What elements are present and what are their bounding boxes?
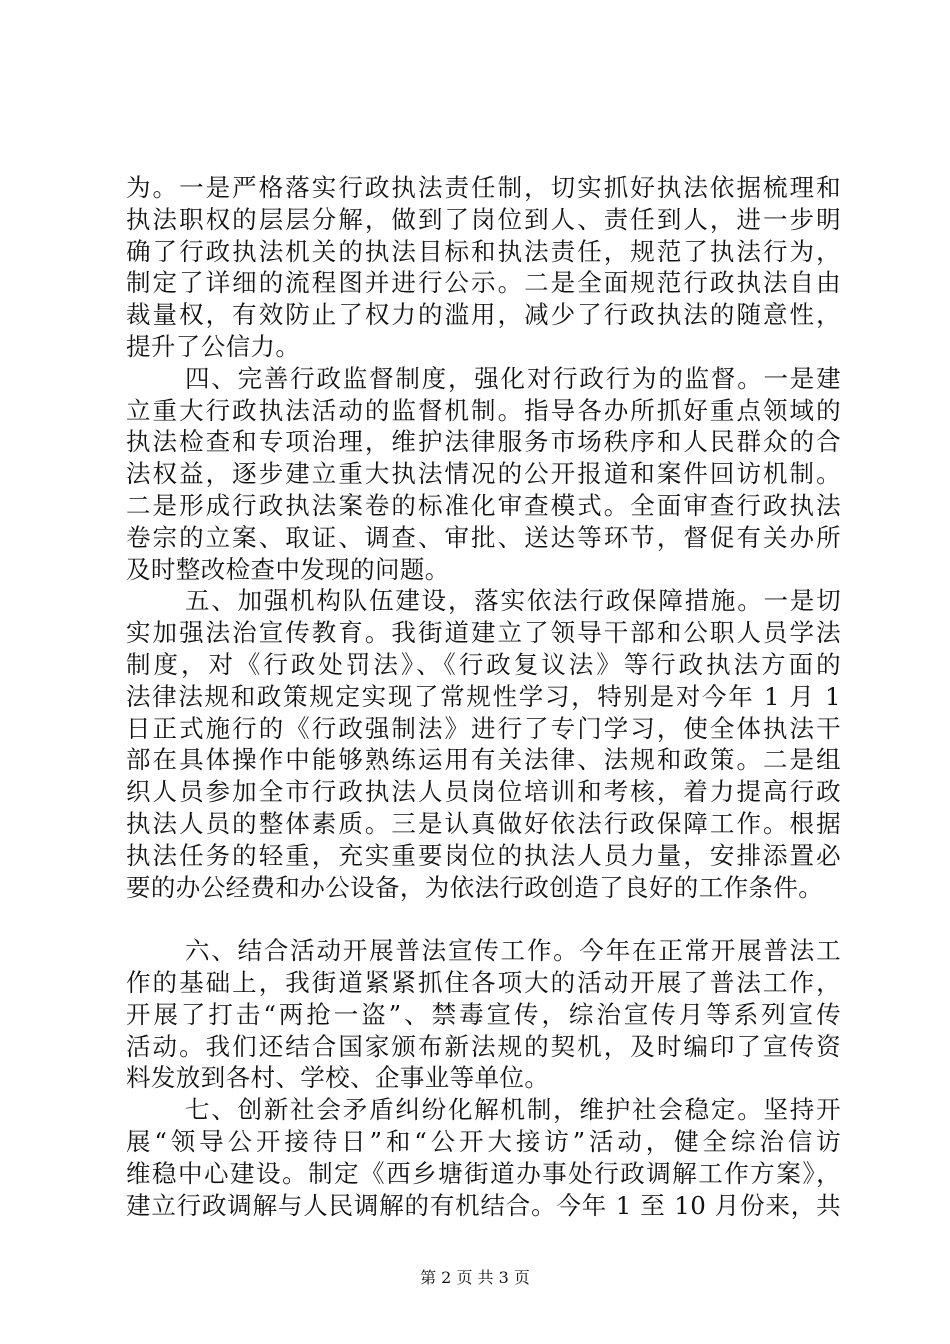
text-line: 二是形成行政执法案卷的标准化审查模式。全面审查行政执法 xyxy=(126,490,841,520)
text-line: 建立行政调解与人民调解的有机结合。今年 1 至 10 月份来，共 xyxy=(126,1190,841,1220)
text-line: 五、加强机构队伍建设，落实依法行政保障措施。一是切 xyxy=(185,586,841,616)
text-line: 确了行政执法机关的执法目标和执法责任，规范了执法行为， xyxy=(126,236,841,266)
text-line: 实加强法治宣传教育。我街道建立了领导干部和公职人员学法 xyxy=(126,618,841,648)
text-line: 制定了详细的流程图并进行公示。二是全面规范行政执法自由 xyxy=(126,268,841,298)
page-footer: 第 2 页 共 3 页 xyxy=(420,1268,530,1287)
text-line: 日正式施行的《行政强制法》进行了专门学习，使全体执法干 xyxy=(126,713,841,743)
text-line: 部在具体操作中能够熟练运用有关法律、法规和政策。二是组 xyxy=(126,745,841,775)
text-line: 执法人员的整体素质。三是认真做好依法行政保障工作。根据 xyxy=(126,808,841,838)
text-line: 作的基础上，我街道紧紧抓住各项大的活动开展了普法工作， xyxy=(126,967,841,997)
text-line: 执法检查和专项治理，维护法律服务市场秩序和人民群众的合 xyxy=(126,427,841,457)
text-line: 法律法规和政策规定实现了常规性学习，特别是对今年 1 月 1 xyxy=(126,681,841,711)
text-line: 开展了打击“两抢一盗”、禁毒宣传，综治宣传月等系列宣传 xyxy=(126,999,841,1029)
paragraph-gap xyxy=(126,903,841,935)
text-line: 展“领导公开接待日”和“公开大接访”活动，健全综治信访 xyxy=(126,1126,841,1156)
text-line: 及时整改检查中发现的问题。 xyxy=(126,554,450,584)
text-line: 活动。我们还结合国家颁布新法规的契机，及时编印了宣传资 xyxy=(126,1031,841,1061)
text-line: 法权益，逐步建立重大执法情况的公开报道和案件回访机制。 xyxy=(126,459,841,489)
text-line: 六、结合活动开展普法宣传工作。今年在正常开展普法工 xyxy=(185,936,841,966)
text-line: 执法任务的轻重，充实重要岗位的执法人员力量，安排添置必 xyxy=(126,840,841,870)
text-line: 维稳中心建设。制定《西乡塘街道办事处行政调解工作方案》， xyxy=(126,1158,841,1188)
text-line: 料发放到各村、学校、企事业等单位。 xyxy=(126,1063,550,1093)
text-line: 要的办公经费和办公设备，为依法行政创造了良好的工作条件。 xyxy=(126,872,824,902)
text-line: 执法职权的层层分解，做到了岗位到人、责任到人，进一步明 xyxy=(126,204,841,234)
text-line: 裁量权，有效防止了权力的滥用，减少了行政执法的随意性， xyxy=(126,300,841,330)
text-line: 制度，对《行政处罚法》、《行政复议法》等行政执法方面的 xyxy=(126,649,841,679)
document-body xyxy=(126,172,841,1221)
text-line: 七、创新社会矛盾纠纷化解机制，维护社会稳定。坚持开 xyxy=(185,1095,841,1125)
text-line: 卷宗的立案、取证、调查、审批、送达等环节，督促有关办所 xyxy=(126,522,841,552)
text-line: 立重大行政执法活动的监督机制。指导各办所抓好重点领域的 xyxy=(126,395,841,425)
text-line: 四、完善行政监督制度，强化对行政行为的监督。一是建 xyxy=(185,363,841,393)
text-line: 为。一是严格落实行政执法责任制，切实抓好执法依据梳理和 xyxy=(126,173,841,202)
text-line: 织人员参加全市行政执法人员岗位培训和考核，着力提高行政 xyxy=(126,777,841,807)
text-line: 提升了公信力。 xyxy=(126,331,301,361)
